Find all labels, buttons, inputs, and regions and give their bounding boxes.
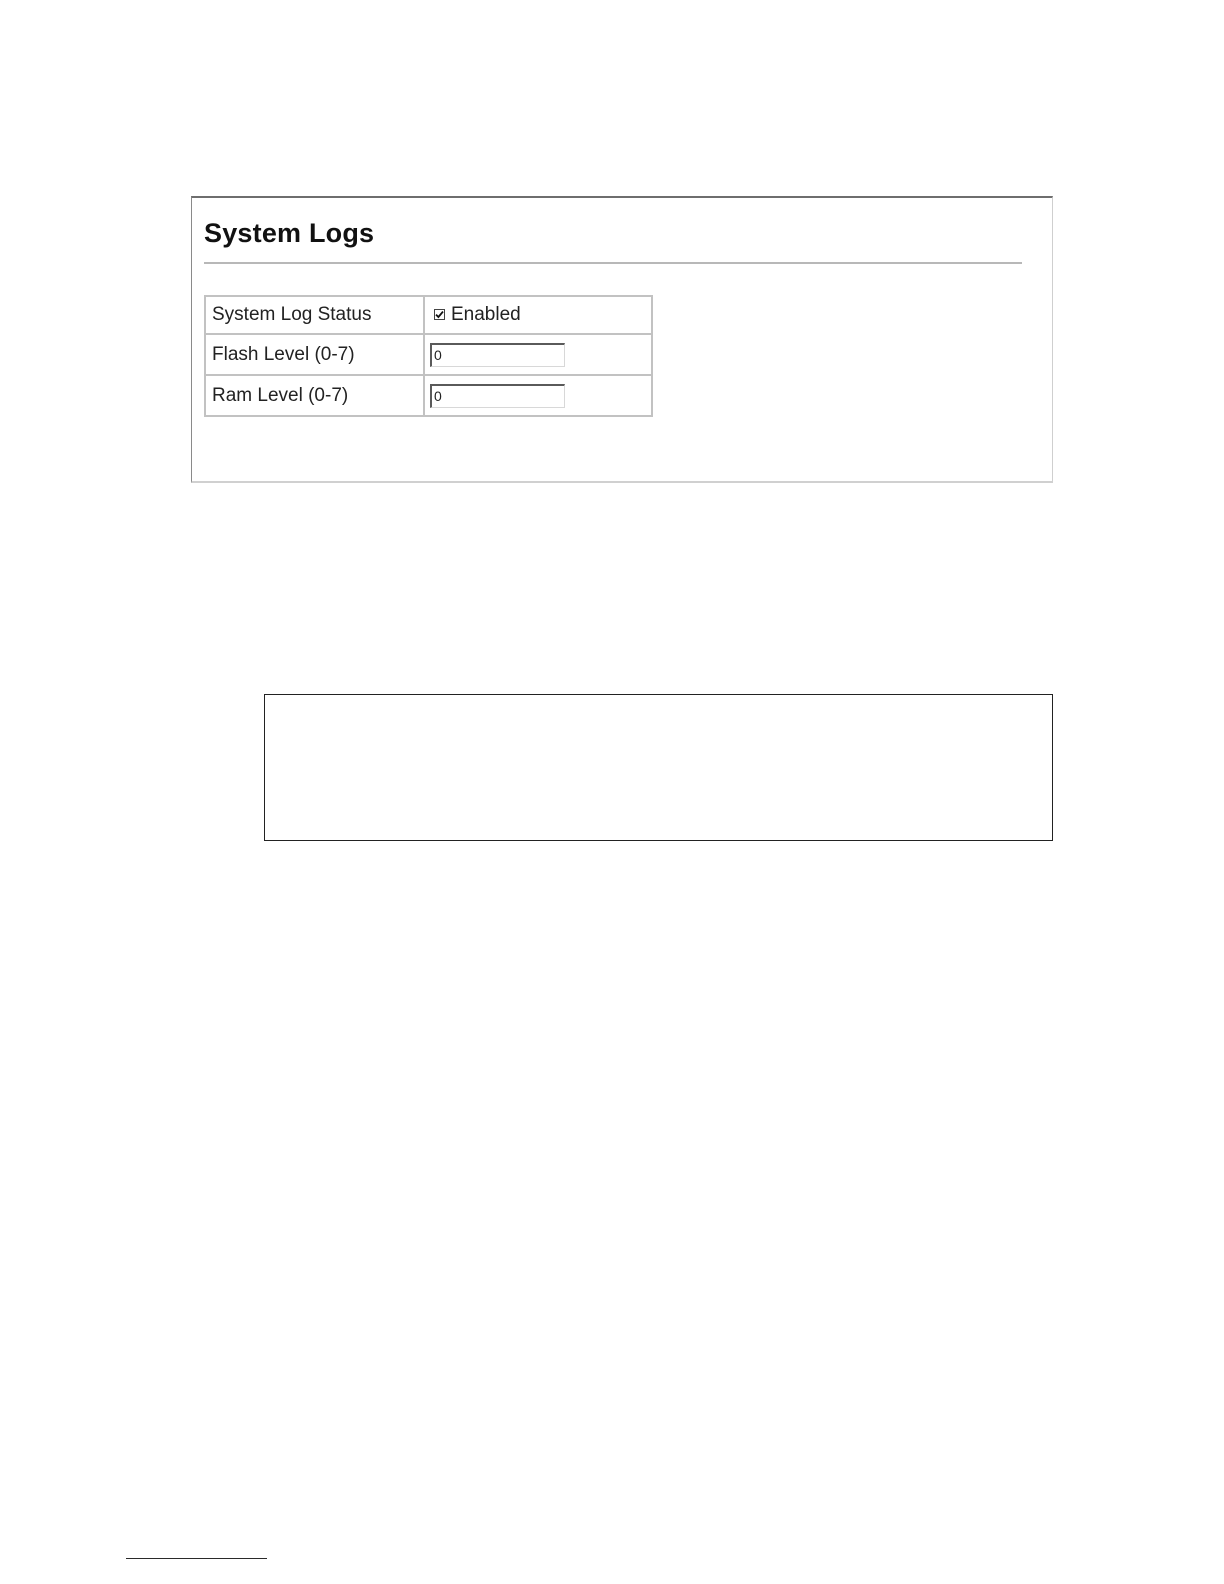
log-status-checkbox-control[interactable] xyxy=(430,304,521,326)
title-divider xyxy=(204,262,1022,264)
ram-level-input[interactable] xyxy=(430,384,565,408)
log-status-enabled-label: Enabled xyxy=(451,303,521,325)
footnote-rule xyxy=(126,1558,267,1559)
table-row-ram-level xyxy=(205,375,652,416)
system-logs-panel xyxy=(191,196,1053,483)
table-row-flash-level xyxy=(205,334,652,375)
ram-level-value-cell xyxy=(424,375,652,416)
checkmark-icon xyxy=(435,310,444,319)
system-log-settings-table xyxy=(204,295,653,417)
log-status-label: System Log Status xyxy=(205,296,424,334)
flash-level-label: Flash Level (0-7) xyxy=(205,334,424,375)
table-row-log-status xyxy=(205,296,652,334)
log-status-checkbox[interactable] xyxy=(434,309,445,320)
log-status-value-cell xyxy=(424,296,652,334)
page-title: System Logs xyxy=(204,218,375,248)
ram-level-label: Ram Level (0-7) xyxy=(205,375,424,416)
empty-note-box xyxy=(264,694,1053,841)
flash-level-input[interactable] xyxy=(430,343,565,367)
flash-level-value-cell xyxy=(424,334,652,375)
